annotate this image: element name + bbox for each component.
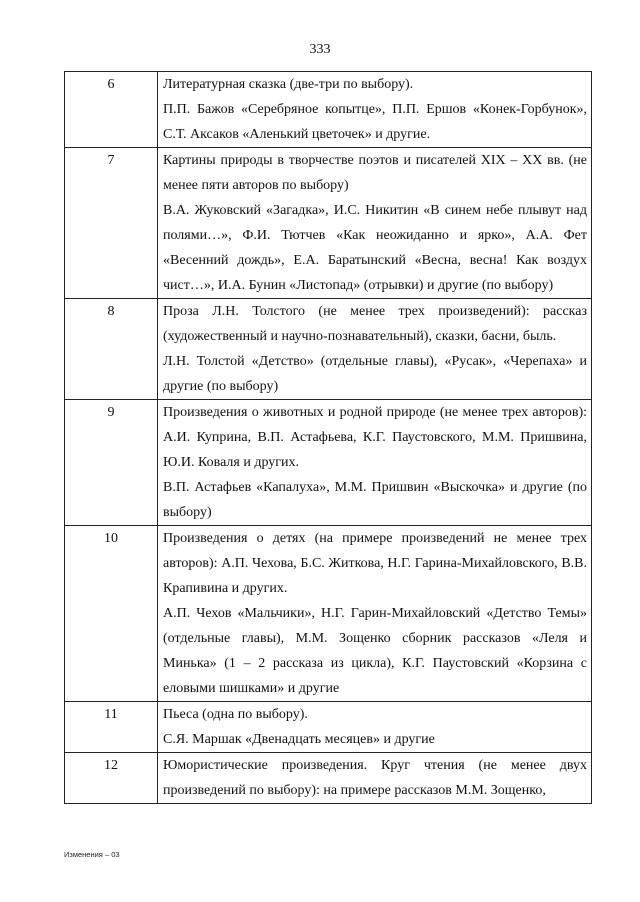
row-number: 8 [65,299,158,400]
row-paragraph: Картины природы в творчестве поэтов и писателей XIX – XX вв. (не менее пяти авторов по выбору) [163,153,587,193]
row-paragraph: В.П. Астафьев «Капалуха», М.М. Пришвин «Выскочка» и другие (по выбору) [163,480,587,520]
curriculum-table [64,71,592,804]
row-content [158,148,592,299]
row-paragraph: Проза Л.Н. Толстого (не менее трех произведений): рассказ (художественный и научно-познавательный), сказки, басни, быль. [163,304,587,344]
row-number: 7 [65,148,158,299]
row-content [158,72,592,148]
row-content [158,299,592,400]
row-paragraph: Пьеса (одна по выбору). [163,707,308,722]
row-paragraph: Литературная сказка (две-три по выбору). [163,77,414,92]
row-paragraph: А.П. Чехов «Мальчики», Н.Г. Гарин-Михайловский «Детство Темы» (отдельные главы), М.М. Зощенко сборник рассказов «Леля и Минька» (1 – 2 рассказа из цикла), К.Г. Паустовский «Корзина с еловыми шишками» и другие [163,606,587,696]
row-content [158,526,592,702]
row-paragraph: Юмористические произведения. Круг чтения (не менее двух произведений по выбору): на примере рассказов М.М. Зощенко, [163,758,587,798]
table-row [65,72,592,148]
row-paragraph: В.А. Жуковский «Загадка», И.С. Никитин «В синем небе плывут над полями…», Ф.И. Тютчев «Как неожиданно и ярко», А.А. Фет «Весенний дождь», Е.А. Баратынский «Весна, весна! Как воздух чист…», И.А. Бунин «Листопад» (отрывки) и другие (по выбору) [163,203,587,293]
row-content [158,400,592,526]
table-row [65,753,592,804]
row-number: 9 [65,400,158,526]
row-paragraph: П.П. Бажов «Серебряное копытце», П.П. Ершов «Конек-Горбунок», С.Т. Аксаков «Аленький цветочек» и другие. [163,102,587,142]
table-row [65,400,592,526]
row-paragraph: С.Я. Маршак «Двенадцать месяцев» и другие [163,732,435,747]
row-number: 6 [65,72,158,148]
table-row [65,299,592,400]
table-row [65,148,592,299]
row-number: 12 [65,753,158,804]
table-body [65,72,592,804]
row-paragraph: Л.Н. Толстой «Детство» (отдельные главы), «Русак», «Черепаха» и другие (по выбору) [163,354,587,394]
row-paragraph: Произведения о животных и родной природе (не менее трех авторов): А.И. Куприна, В.П. Астафьева, К.Г. Паустовского, М.М. Пришвина, Ю.И. Коваля и других. [163,405,587,470]
footer-revision: Изменения – 03 [64,850,120,859]
table-row [65,526,592,702]
row-content [158,753,592,804]
row-number: 10 [65,526,158,702]
row-content [158,702,592,753]
row-number: 11 [65,702,158,753]
page-number: 333 [309,42,331,57]
row-paragraph: Произведения о детях (на примере произведений не менее трех авторов): А.П. Чехова, Б.С. Житкова, Н.Г. Гарина-Михайловского, В.В. Крапивина и других. [163,531,587,596]
table-row [65,702,592,753]
